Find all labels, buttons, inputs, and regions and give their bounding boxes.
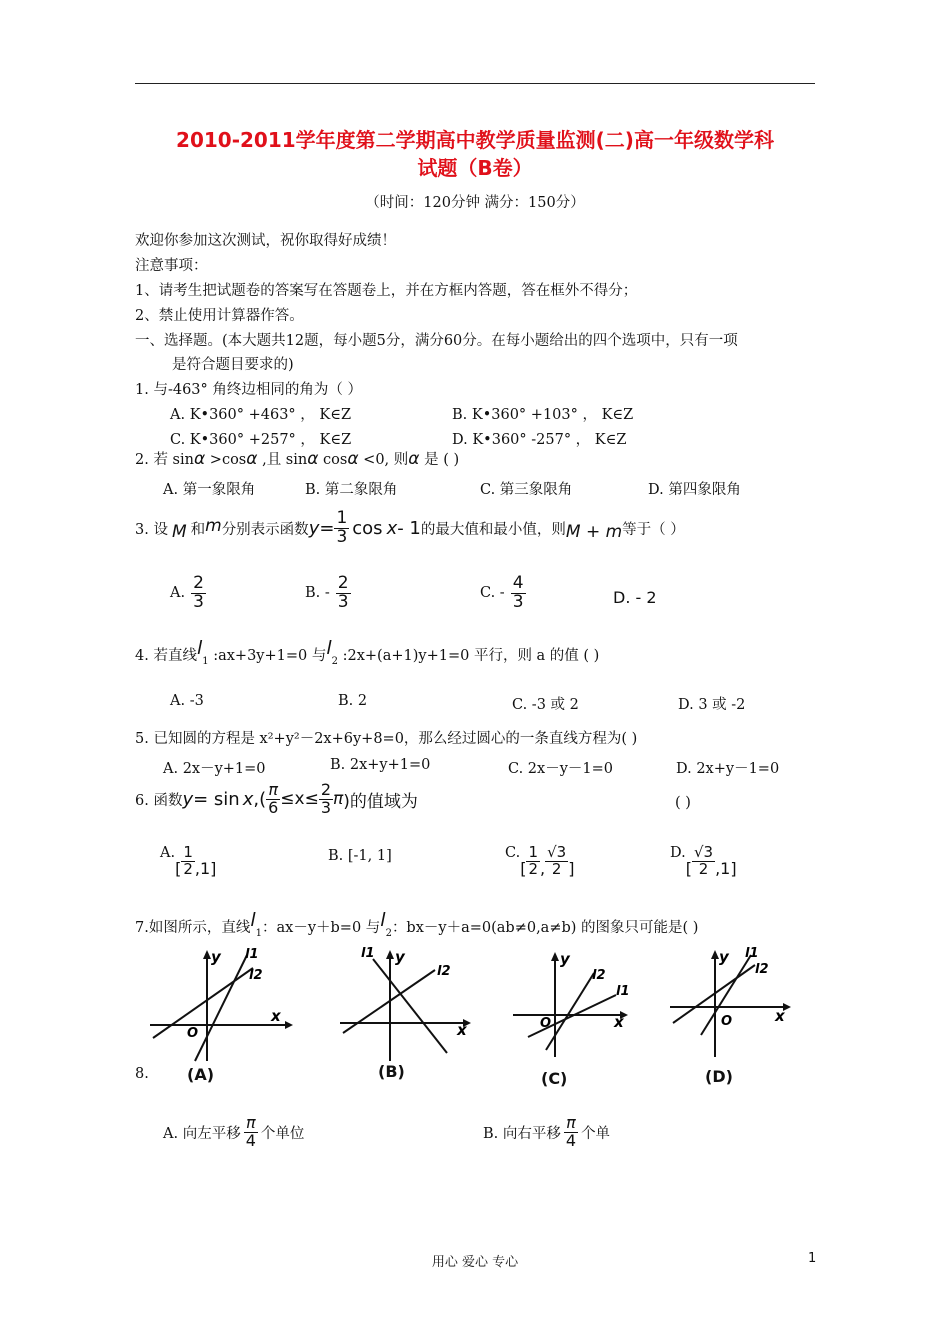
y-axis-arrow bbox=[711, 950, 719, 959]
graph-b bbox=[335, 945, 485, 1065]
page-number: 1 bbox=[808, 1251, 817, 1266]
notice-heading: 注意事项： bbox=[135, 258, 208, 274]
l2-label: l2 bbox=[592, 968, 606, 983]
l1-label: l1 bbox=[245, 947, 259, 962]
question-2-stem: 2. 若 sinα >cosα ,且 sinα cosα <0, 则α 是 ( ) bbox=[135, 449, 460, 469]
l2-label: l2 bbox=[755, 962, 769, 977]
q3-option-b: B. - $\frac{2}{3}$ bbox=[305, 573, 349, 612]
graph-c bbox=[508, 945, 658, 1065]
q5-option-c: C. 2x－y－1=0 bbox=[508, 761, 613, 777]
title-line1: 2010-2011学年度第二学期高中教学质量监测(二)高一年级数学科 bbox=[176, 128, 774, 152]
q2-option-c: C. 第三象限角 bbox=[480, 482, 573, 498]
q6-option-a: A. [ $\frac{1}{2}$ ,1] bbox=[160, 843, 217, 878]
q2-option-b: B. 第二象限角 bbox=[305, 482, 398, 498]
l1-label: l1 bbox=[616, 984, 630, 999]
line-l2 bbox=[153, 968, 253, 1038]
q4-option-c: C. -3 或 2 bbox=[512, 697, 579, 713]
origin-label: O bbox=[721, 1014, 733, 1029]
q1-option-c: C. K•360° +257° ， K∈Z bbox=[170, 432, 352, 448]
y-label: y bbox=[719, 948, 729, 966]
question-1-stem: 1. 与-463° 角终边相同的角为（ ） bbox=[135, 382, 362, 398]
question-5-stem: 5. 已知圆的方程是 x²+y²－2x+6y+8=0，那么经过圆心的一条直线方程为( ) bbox=[135, 731, 638, 747]
q1-option-d: D. K•360° -257° ， K∈Z bbox=[452, 432, 627, 448]
section-heading-cont: 是符合题目要求的) bbox=[172, 357, 294, 373]
x-label: x bbox=[271, 1007, 281, 1025]
q4-option-a: A. -3 bbox=[170, 693, 204, 709]
q4-option-d: D. 3 或 -2 bbox=[678, 697, 746, 713]
q1-option-a: A. K•360° +463° ， K∈Z bbox=[170, 407, 352, 423]
question-8-number: 8. bbox=[135, 1066, 149, 1082]
q2-option-a: A. 第一象限角 bbox=[163, 482, 256, 498]
q6-answer-paren: ( ) bbox=[675, 795, 691, 811]
q5-option-b: B. 2x+y+1=0 bbox=[330, 757, 431, 773]
title-line2: 试题（B卷） bbox=[417, 156, 533, 180]
q1-option-b: B. K•360° +103° ， K∈Z bbox=[452, 407, 634, 423]
question-6-stem: 6. 函数 y = sin x ,( $\frac{\pi}{6}$ ≤x≤ $\frac{2}{3}$ π )的值域为 bbox=[135, 780, 418, 817]
y-axis-arrow bbox=[386, 950, 394, 959]
q5-option-d: D. 2x+y－1=0 bbox=[676, 761, 780, 777]
x-label: x bbox=[614, 1013, 624, 1031]
notice-rule-2: 2、禁止使用计算器作答。 bbox=[135, 308, 304, 324]
l1-label: l1 bbox=[745, 946, 759, 961]
y-label: y bbox=[211, 948, 221, 966]
question-4-stem: 4. 若直线$l_1$ :ax+3y+1=0 与$l_2$ :2x+(a+1)y+1=0 平行，则 a 的值 ( ) bbox=[135, 637, 600, 667]
x-label: x bbox=[457, 1021, 467, 1039]
q8-option-a: A. 向左平移 $\frac{\pi}{4}$ 个单位 bbox=[163, 1113, 305, 1150]
q3-option-c: C. - $\frac{4}{3}$ bbox=[480, 573, 524, 612]
header-rule bbox=[135, 83, 815, 84]
x-label: x bbox=[775, 1007, 785, 1025]
x-axis-arrow bbox=[285, 1021, 293, 1029]
q3-fraction: $\frac{1}{3}$ bbox=[336, 508, 348, 547]
y-label: y bbox=[560, 950, 570, 968]
q3-option-a: A. $\frac{2}{3}$ bbox=[170, 573, 204, 612]
origin-label: O bbox=[187, 1026, 199, 1041]
q2-option-d: D. 第四象限角 bbox=[648, 482, 741, 498]
l1-label: l1 bbox=[361, 946, 375, 961]
graph-a-caption: (A) bbox=[187, 1065, 215, 1084]
notice-rule-1: 1、请考生把试题卷的答案写在答题卷上，并在方框内答题，答在框外不得分； bbox=[135, 283, 638, 299]
line-l1 bbox=[195, 955, 247, 1061]
q6-option-c: C. [ $\frac{1}{2}$ , $\frac{√3}{2}$ ] bbox=[505, 843, 575, 878]
q6-option-b: B. [-1, 1] bbox=[328, 848, 392, 864]
l2-label: l2 bbox=[437, 964, 451, 979]
graph-d bbox=[665, 945, 815, 1065]
q5-option-a: A. 2x－y+1=0 bbox=[163, 761, 266, 777]
exam-meta: （时间：120分钟 满分：150分） bbox=[365, 195, 585, 211]
q4-option-b: B. 2 bbox=[338, 693, 368, 709]
welcome-text: 欢迎你参加这次测试，祝你取得好成绩！ bbox=[135, 233, 396, 249]
q8-option-b: B. 向右平移 $\frac{\pi}{4}$ 个单 bbox=[483, 1113, 611, 1150]
page-footer: 用心 爱心 专心 bbox=[431, 1255, 519, 1270]
question-3-stem: 3. 设 M 和 m 分别表示函数 y = $\frac{1}{3}$ cos x - 1 的最大值和最小值，则 M + m 等于（ ） bbox=[135, 508, 685, 547]
y-axis-arrow bbox=[203, 950, 211, 959]
section-heading: 一、选择题。(本大题共12题，每小题5分，满分60分。在每小题给出的四个选项中，只有一项 bbox=[135, 333, 738, 349]
q3-option-d: D. - 2 bbox=[613, 588, 657, 607]
graph-d-caption: (D) bbox=[705, 1067, 733, 1086]
graph-b-caption: (B) bbox=[378, 1062, 405, 1081]
question-7-stem: 7.如图所示，直线$l_1$：ax－y＋b=0 与$l_2$：bx－y＋a=0(ab≠0,a≠b) 的图象只可能是( ) bbox=[135, 909, 699, 939]
l2-label: l2 bbox=[249, 968, 263, 983]
graph-a bbox=[145, 945, 295, 1065]
q6-option-d: D. [ $\frac{√3}{2}$ ,1] bbox=[670, 843, 737, 878]
line-l2 bbox=[546, 973, 594, 1050]
origin-label: O bbox=[540, 1016, 552, 1031]
graph-c-caption: (C) bbox=[541, 1069, 568, 1088]
y-axis-arrow bbox=[551, 952, 559, 961]
y-label: y bbox=[395, 948, 405, 966]
